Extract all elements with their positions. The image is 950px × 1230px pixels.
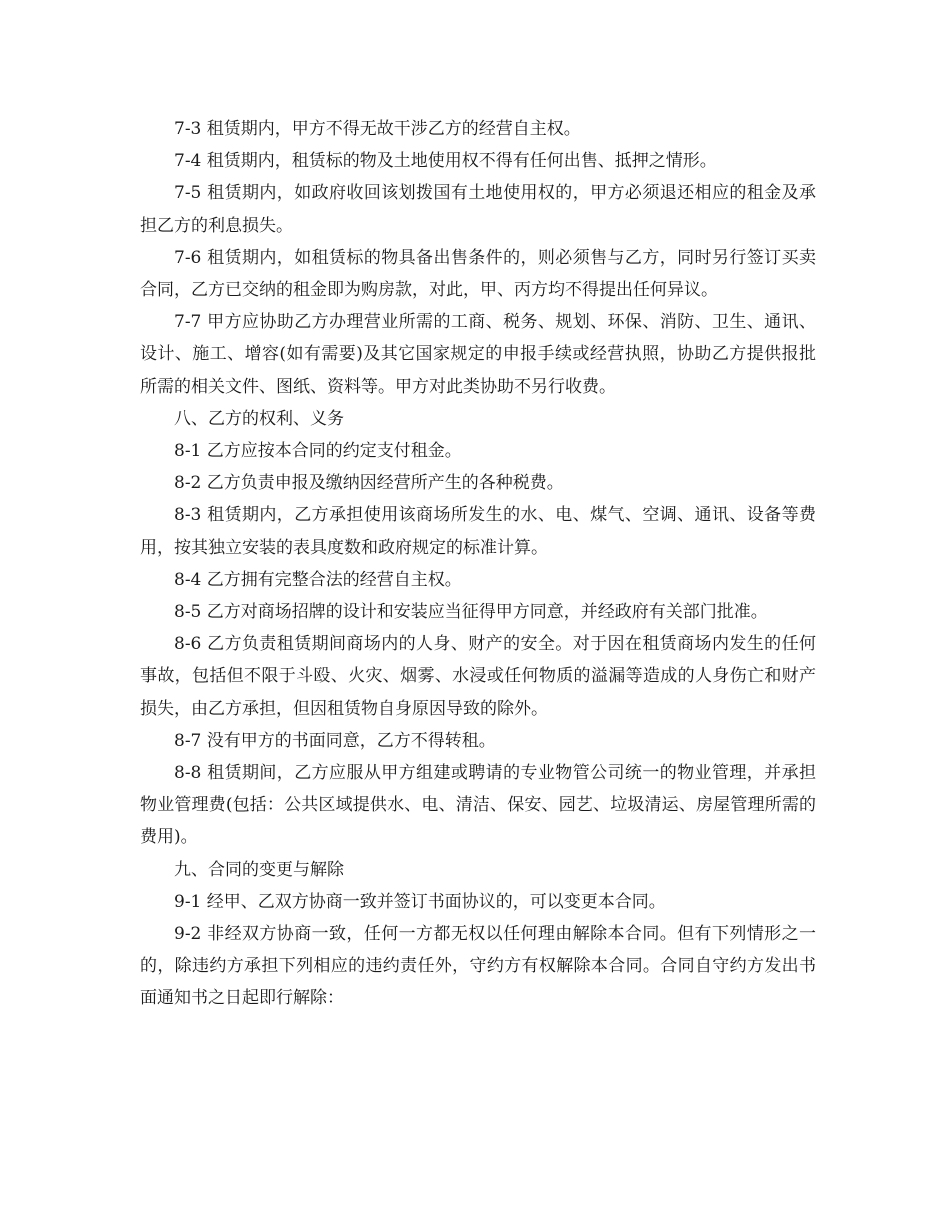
clause-9-1: 9-1 经甲、乙双方协商一致并签订书面协议的，可以变更本合同。 [174, 891, 666, 912]
document-body [140, 113, 816, 1015]
clause-8-2: 8-2 乙方负责申报及缴纳因经营所产生的各种税费。 [174, 473, 564, 494]
clause-7-5: 7-5 租赁期内，如政府收回该划拨国有土地使用权的，甲方必须退还相应的租金及承担乙方的利息损失。 [140, 183, 816, 236]
clause-8-4: 8-4 乙方拥有完整合法的经营自主权。 [174, 569, 462, 590]
clause-7-6: 7-6 租赁期内，如租赁标的物具备出售条件的，则必须售与乙方，同时另行签订买卖合同，乙方已交纳的租金即为购房款，对此，甲、丙方均不得提出任何异议。 [140, 247, 816, 301]
clause-8-8: 8-8 租赁期间，乙方应服从甲方组建或聘请的专业物管公司统一的物业管理，并承担物业管理费(包括：公共区域提供水、电、清洁、保安、园艺、垃圾清运、房屋管理所需的费用)。 [140, 763, 816, 848]
clause-8-7: 8-7 没有甲方的书面同意，乙方不得转租。 [174, 730, 496, 751]
clause-9-2: 9-2 非经双方协商一致，任何一方都无权以任何理由解除本合同。但有下列情形之一的，除违约方承担下列相应的违约责任外，守约方有权解除本合同。合同自守约方发出书面通知书之日起即行解除： [140, 924, 816, 1009]
clause-8-3: 8-3 租赁期内，乙方承担使用该商场所发生的水、电、煤气、空调、通讯、设备等费用，按其独立安装的表具度数和政府规定的标准计算。 [140, 505, 816, 558]
section-heading-8: 八、乙方的权利、义务 [174, 408, 344, 429]
clause-8-5: 8-5 乙方对商场招牌的设计和安装应当征得甲方同意，并经政府有关部门批准。 [174, 602, 768, 623]
clause-8-6: 8-6 乙方负责租赁期间商场内的人身、财产的安全。对于因在租赁商场内发生的任何事故，包括但不限于斗殴、火灾、烟雾、水浸或任何物质的溢漏等造成的人身伤亡和财产损失，由乙方承担，但因租赁物自身原因导致的除外。 [140, 634, 816, 719]
clause-8-1: 8-1 乙方应按本合同的约定支付租金。 [174, 441, 462, 462]
clause-7-7: 7-7 甲方应协助乙方办理营业所需的工商、税务、规划、环保、消防、卫生、通讯、设计、施工、增容(如有需要)及其它国家规定的申报手续或经营执照，协助乙方提供报批所需的相关文件、图纸、资料等。甲方对此类协助不另行收费。 [140, 312, 816, 397]
section-heading-9: 九、合同的变更与解除 [174, 859, 344, 880]
clause-7-3: 7-3 租赁期内，甲方不得无故干涉乙方的经营自主权。 [174, 119, 581, 139]
clause-7-4: 7-4 租赁期内，租赁标的物及土地使用权不得有任何出售、抵押之情形。 [174, 151, 717, 172]
